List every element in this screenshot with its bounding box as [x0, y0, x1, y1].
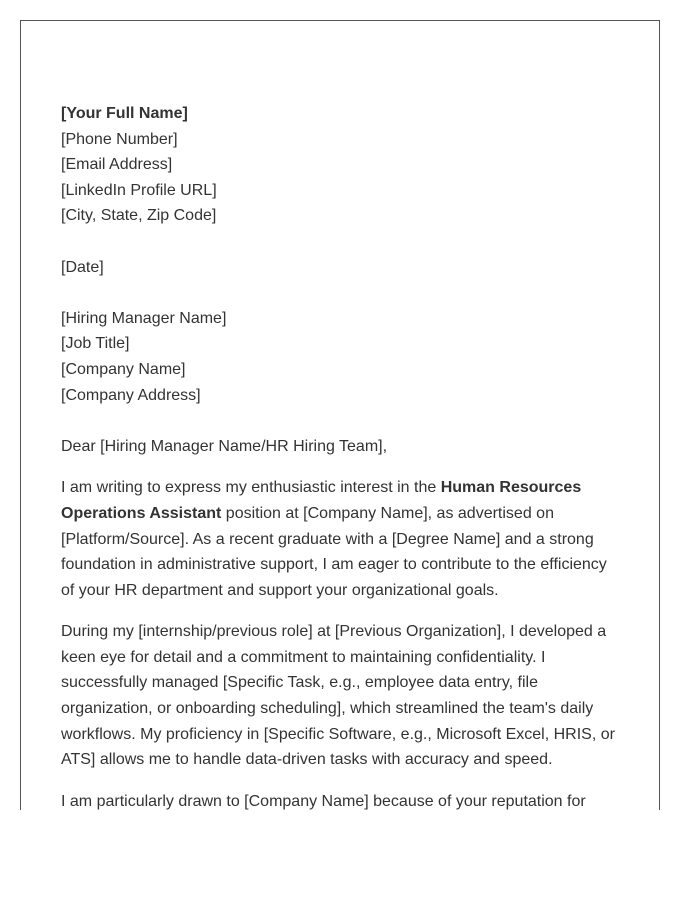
paragraph-intro-rest: position at [Company Name], as advertised on [Platform/Source]. As a recent graduate with a [Degree Name] and a strong foundation in administrative support, I am eager to contribute to the efficiency of your HR department and support your organizational goals. — [61, 504, 607, 599]
recipient-company: [Company Name] — [61, 360, 186, 378]
sender-linkedin: [LinkedIn Profile URL] — [61, 181, 217, 199]
spacer — [61, 408, 621, 434]
recipient-title: [Job Title] — [61, 335, 130, 353]
sender-phone: [Phone Number] — [61, 130, 178, 148]
position-title: Human Resources Operations Assistant — [61, 479, 582, 522]
salutation: Dear [Hiring Manager Name/HR Hiring Team], — [61, 437, 388, 455]
recipient-block — [61, 306, 621, 408]
sender-block — [61, 101, 621, 229]
spacer — [61, 229, 621, 255]
sender-email: [Email Address] — [61, 156, 173, 174]
paragraph-experience: During my [internship/previous role] at [Previous Organization], I developed a keen eye for detail and a commitment to maintaining confidentiality. I successfully managed [Specific Task, e.g., employee data entry, file organization, or onboarding scheduling], which streamlined the team's daily workflows. My proficiency in [Specific Software, e.g., Microsoft Excel, HRIS, or ATS] allows me to handle data-driven tasks with accuracy and speed. — [61, 623, 615, 769]
paragraph-company-interest: I am particularly drawn to [Company Name] because of your reputation for — [61, 792, 586, 810]
sender-city-state-zip: [City, State, Zip Code] — [61, 207, 217, 225]
letter-date: [Date] — [61, 258, 104, 276]
sender-name: [Your Full Name] — [61, 105, 188, 122]
paragraph-intro — [61, 475, 621, 603]
paragraph-intro-lead: I am writing to express my enthusiastic interest in the — [61, 479, 441, 497]
letter-body — [61, 101, 621, 810]
document-page — [20, 20, 660, 810]
recipient-name: [Hiring Manager Name] — [61, 309, 227, 327]
spacer — [61, 280, 621, 306]
recipient-address: [Company Address] — [61, 386, 201, 404]
